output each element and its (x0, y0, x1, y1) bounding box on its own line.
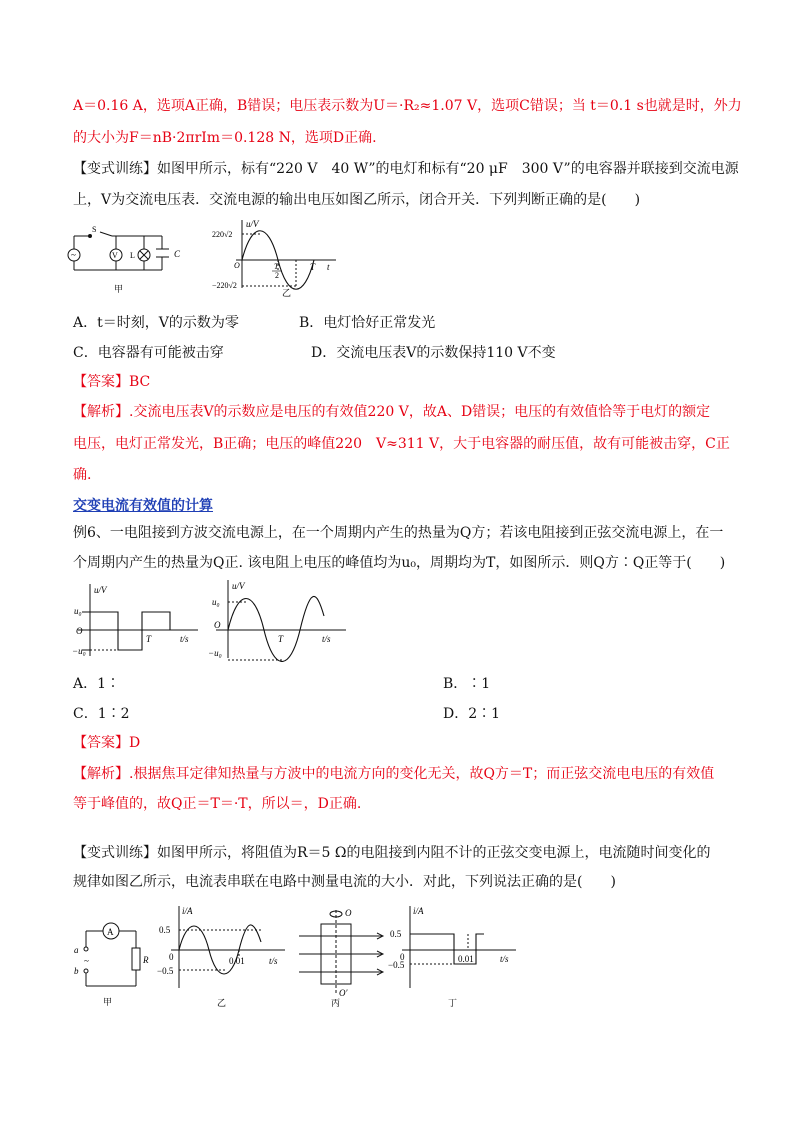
switch-label: S (92, 225, 97, 234)
ding-axis-label: i/A (413, 906, 424, 916)
lamp-label: L (130, 251, 135, 260)
axis-top-label: O (345, 908, 352, 918)
figure-caption-yi-2: 乙 (217, 998, 227, 1008)
y-bottom-tick: −220√2 (212, 281, 237, 290)
i-t-tick: 0.01 (229, 956, 245, 966)
figure-caption-ding: 丁 (448, 998, 458, 1008)
square-y-axis-label: u/V (94, 585, 107, 595)
variant1-circuit-figure (66, 222, 196, 297)
origin-label: O (234, 261, 240, 270)
sine-y-bottom-tick: −u₀ (208, 648, 222, 658)
variant2-question-line-1: 【变式训练】如图甲所示，将阻值为R＝5 Ω的电阻接到内阻不计的正弦交变电源上，电流随时间变化的 (73, 845, 711, 861)
variant1-analysis-line-3: 确. (73, 467, 92, 483)
sine-y-top-tick: u₀ (212, 597, 220, 607)
variant1-option-a: A．t＝时刻，V的示数为零 (73, 315, 239, 331)
x-axis-label: t (327, 262, 330, 272)
variant2-circuit-figure (70, 908, 160, 1008)
terminal-b-label: b (74, 966, 79, 976)
i-axis-label: i/A (182, 906, 193, 916)
variant1-sine-voltage-graph (212, 216, 342, 298)
ammeter-label: A (107, 927, 114, 937)
example6-analysis-line-2: 等于峰值的，故Q正＝T＝·T，所以＝，D正确. (73, 796, 362, 812)
ding-x-axis-label: t/s (500, 954, 509, 964)
variant2-sine-current-graph (157, 902, 292, 1010)
example6-option-b: B．∶1 (443, 676, 491, 692)
example6-option-a: A．1∶ (73, 676, 121, 692)
square-t-label: T (146, 634, 152, 644)
variant1-question-line-2: 上，V为交流电压表．交流电源的输出电压如图乙所示，闭合开关．下列判断正确的是( ) (73, 192, 641, 208)
variant1-option-d: D．交流电压表V的示数保持110 V不变 (311, 345, 556, 361)
square-x-axis-label: t/s (180, 634, 189, 644)
t-full-label: T (310, 262, 316, 272)
ac-source-symbol: ~ (84, 956, 89, 966)
t-half-numerator: T (274, 262, 279, 271)
y-top-tick: 220√2 (212, 230, 233, 239)
variant1-analysis-line-1: 【解析】.交流电压表V的示数应是电压的有效值220 V，故A、D错误；电压的有效值恰等于电灯的额定 (73, 404, 711, 420)
section-title: 交变电流有效值的计算 (73, 498, 213, 514)
square-y-top-tick: u₀ (74, 606, 82, 616)
variant1-option-b: B．电灯恰好正常发光 (299, 315, 436, 331)
svg-text:~: ~ (71, 250, 76, 260)
analysis-continuation-line-1: A＝0.16 A，选项A正确，B错误；电压表示数为U＝·R₂≈1.07 V，选项C错误；当 t＝0.1 s也就是时，外力 (73, 98, 742, 114)
t-half-denominator: 2 (275, 271, 279, 280)
example6-line-2: 个周期内产生的热量为Q正. 该电阻上电压的峰值均为u₀，周期均为T，如图所示．则Q方∶Q正等于( ) (73, 555, 726, 571)
ding-origin-label: 0 (400, 952, 405, 962)
square-y-bottom-tick: −u₀ (72, 646, 86, 656)
i-bottom-tick: −0.5 (157, 966, 174, 976)
i-x-axis-label: t/s (269, 956, 278, 966)
square-wave-graph (72, 580, 202, 660)
variant1-option-c: C．电容器有可能被击穿 (73, 345, 224, 361)
terminal-a-label: a (74, 945, 79, 955)
i-origin-label: 0 (169, 952, 174, 962)
example6-answer: 【答案】D (73, 735, 141, 751)
sine-origin-label: O (214, 620, 221, 630)
axis-bottom-label: O′ (339, 988, 348, 998)
figure-caption-bing: 丙 (331, 998, 341, 1008)
square-origin-label: O (76, 626, 83, 636)
variant1-answer: 【答案】BC (73, 374, 151, 390)
variant1-analysis-line-2: 电压，电灯正常发光，B正确；电压的峰值220 V≈311 V，大于电容器的耐压值，故有可能被击穿，C正 (73, 436, 730, 452)
ding-t-tick: 0.01 (458, 954, 474, 964)
y-axis-label: u/V (246, 219, 259, 229)
voltmeter-label: V (112, 251, 118, 260)
ding-top-tick: 0.5 (390, 929, 402, 939)
example6-option-d: D．2∶1 (443, 706, 501, 722)
example6-option-c: C．1∶2 (73, 706, 130, 722)
figure-caption-jia-2: 甲 (103, 997, 113, 1007)
capacitor-label: C (174, 249, 181, 259)
sine-wave-graph (206, 576, 351, 662)
variant2-square-current-graph (388, 902, 523, 1010)
sine-y-axis-label: u/V (232, 581, 245, 591)
figure-caption-jia: 甲 (114, 284, 124, 294)
ding-bottom-tick: −0.5 (388, 960, 405, 970)
figure-caption-yi: 乙 (282, 288, 292, 298)
analysis-continuation-line-2: 的大小为F＝nB·2πrIm＝0.128 N，选项D正确. (73, 130, 377, 146)
resistor-label: R (143, 955, 149, 965)
i-top-tick: 0.5 (159, 925, 171, 935)
sine-x-axis-label: t/s (322, 634, 331, 644)
sine-t-label: T (278, 634, 284, 644)
example6-line-1: 例6、一电阻接到方波交流电源上，在一个周期内产生的热量为Q方；若该电阻接到正弦交流电源上，在一 (73, 525, 724, 541)
variant2-coil-figure (295, 902, 395, 1010)
example6-analysis-line-1: 【解析】.根据焦耳定律知热量与方波中的电流方向的变化无关，故Q方＝T；而正弦交流电电压的有效值 (73, 766, 715, 782)
variant1-question-line-1: 【变式训练】如图甲所示，标有“220 V 40 W”的电灯和标有“20 μF 300 V”的电容器并联接到交流电源 (73, 161, 739, 177)
variant2-question-line-2: 规律如图乙所示，电流表串联在电路中测量电流的大小．对此，下列说法正确的是( ) (73, 874, 616, 890)
